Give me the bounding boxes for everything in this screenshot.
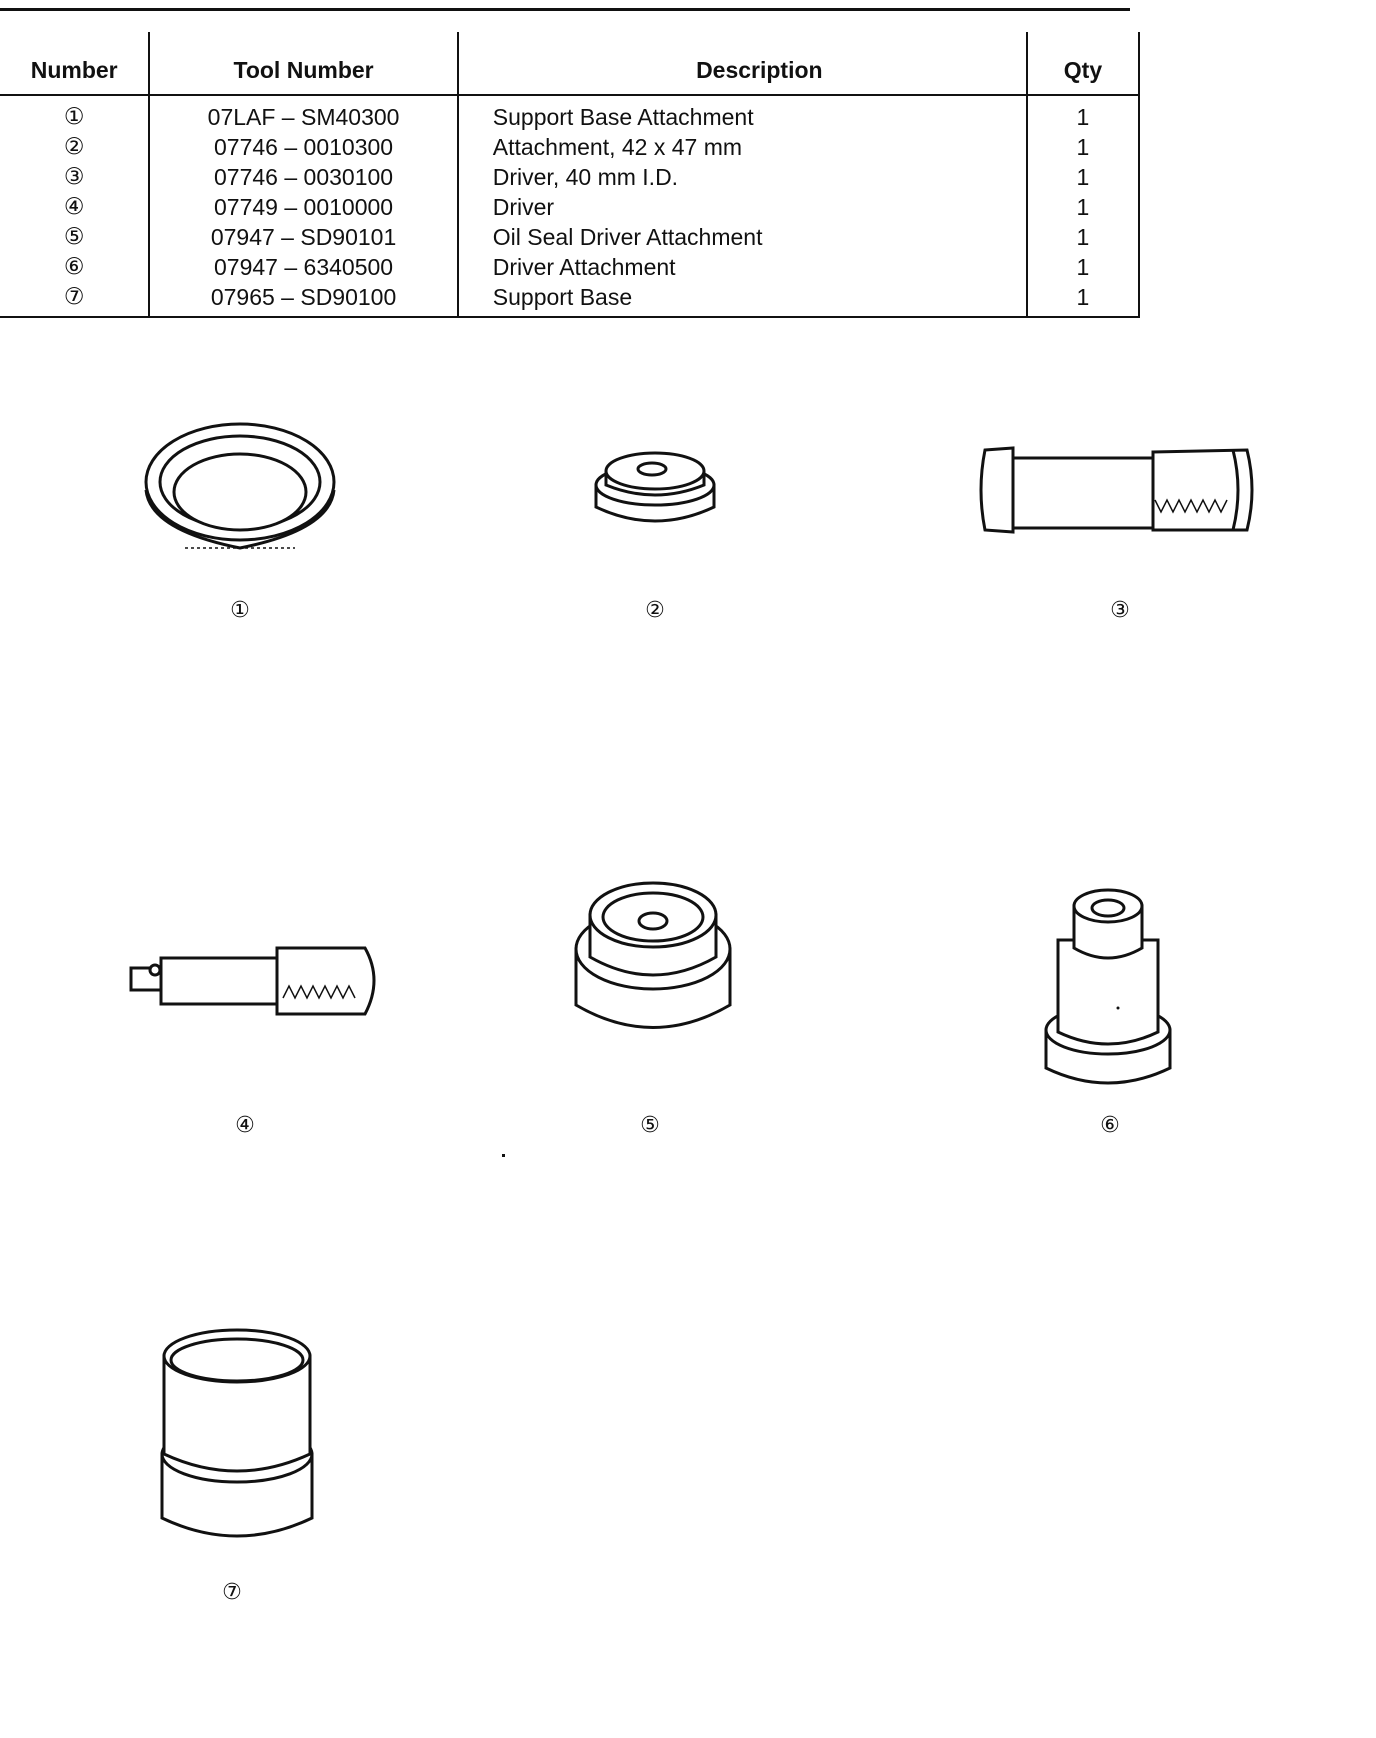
table-row [0, 252, 1139, 282]
row-description: Support Base [458, 282, 1027, 317]
row-description: Driver Attachment [458, 252, 1027, 282]
row-number: ① [0, 95, 149, 132]
row-description: Support Base Attachment [458, 95, 1027, 132]
table-row [0, 162, 1139, 192]
row-qty: 1 [1027, 162, 1139, 192]
row-number: ⑤ [0, 222, 149, 252]
stray-dot [502, 1154, 505, 1157]
row-tool-number: 07746 – 0010300 [149, 132, 457, 162]
row-qty: 1 [1027, 282, 1139, 317]
row-tool-number: 07947 – SD90101 [149, 222, 457, 252]
header-tool-number: Tool Number [149, 32, 457, 95]
driver-40mm-icon [975, 440, 1275, 540]
driver-icon [125, 940, 385, 1020]
support-base-icon [152, 1322, 322, 1552]
row-number: ④ [0, 192, 149, 222]
row-description: Attachment, 42 x 47 mm [458, 132, 1027, 162]
row-qty: 1 [1027, 95, 1139, 132]
caption-7: ⑦ [222, 1580, 242, 1605]
row-qty: 1 [1027, 132, 1139, 162]
caption-5: ⑤ [640, 1113, 660, 1138]
table-row [0, 132, 1139, 162]
header-qty: Qty [1027, 32, 1139, 95]
row-description: Oil Seal Driver Attachment [458, 222, 1027, 252]
table-row [0, 282, 1139, 317]
row-description: Driver, 40 mm I.D. [458, 162, 1027, 192]
row-qty: 1 [1027, 192, 1139, 222]
row-tool-number: 07965 – SD90100 [149, 282, 457, 317]
row-number: ⑥ [0, 252, 149, 282]
oil-seal-driver-attachment-icon [568, 875, 738, 1045]
row-number: ② [0, 132, 149, 162]
row-qty: 1 [1027, 222, 1139, 252]
header-description: Description [458, 32, 1027, 95]
driver-attachment-icon [1038, 880, 1178, 1090]
top-rule [0, 8, 1130, 11]
row-tool-number: 07LAF – SM40300 [149, 95, 457, 132]
table-row [0, 95, 1139, 132]
table-row [0, 222, 1139, 252]
table-header-row [0, 32, 1139, 95]
row-qty: 1 [1027, 252, 1139, 282]
header-number: Number [0, 32, 149, 95]
caption-2: ② [645, 598, 665, 623]
row-tool-number: 07947 – 6340500 [149, 252, 457, 282]
support-base-attachment-icon [135, 420, 345, 560]
attachment-icon [590, 445, 720, 535]
row-description: Driver [458, 192, 1027, 222]
caption-3: ③ [1110, 598, 1130, 623]
special-tools-table [0, 32, 1140, 318]
caption-6: ⑥ [1100, 1113, 1120, 1138]
table-row [0, 192, 1139, 222]
row-number: ⑦ [0, 282, 149, 317]
row-tool-number: 07746 – 0030100 [149, 162, 457, 192]
row-number: ③ [0, 162, 149, 192]
caption-4: ④ [235, 1113, 255, 1138]
caption-1: ① [230, 598, 250, 623]
row-tool-number: 07749 – 0010000 [149, 192, 457, 222]
